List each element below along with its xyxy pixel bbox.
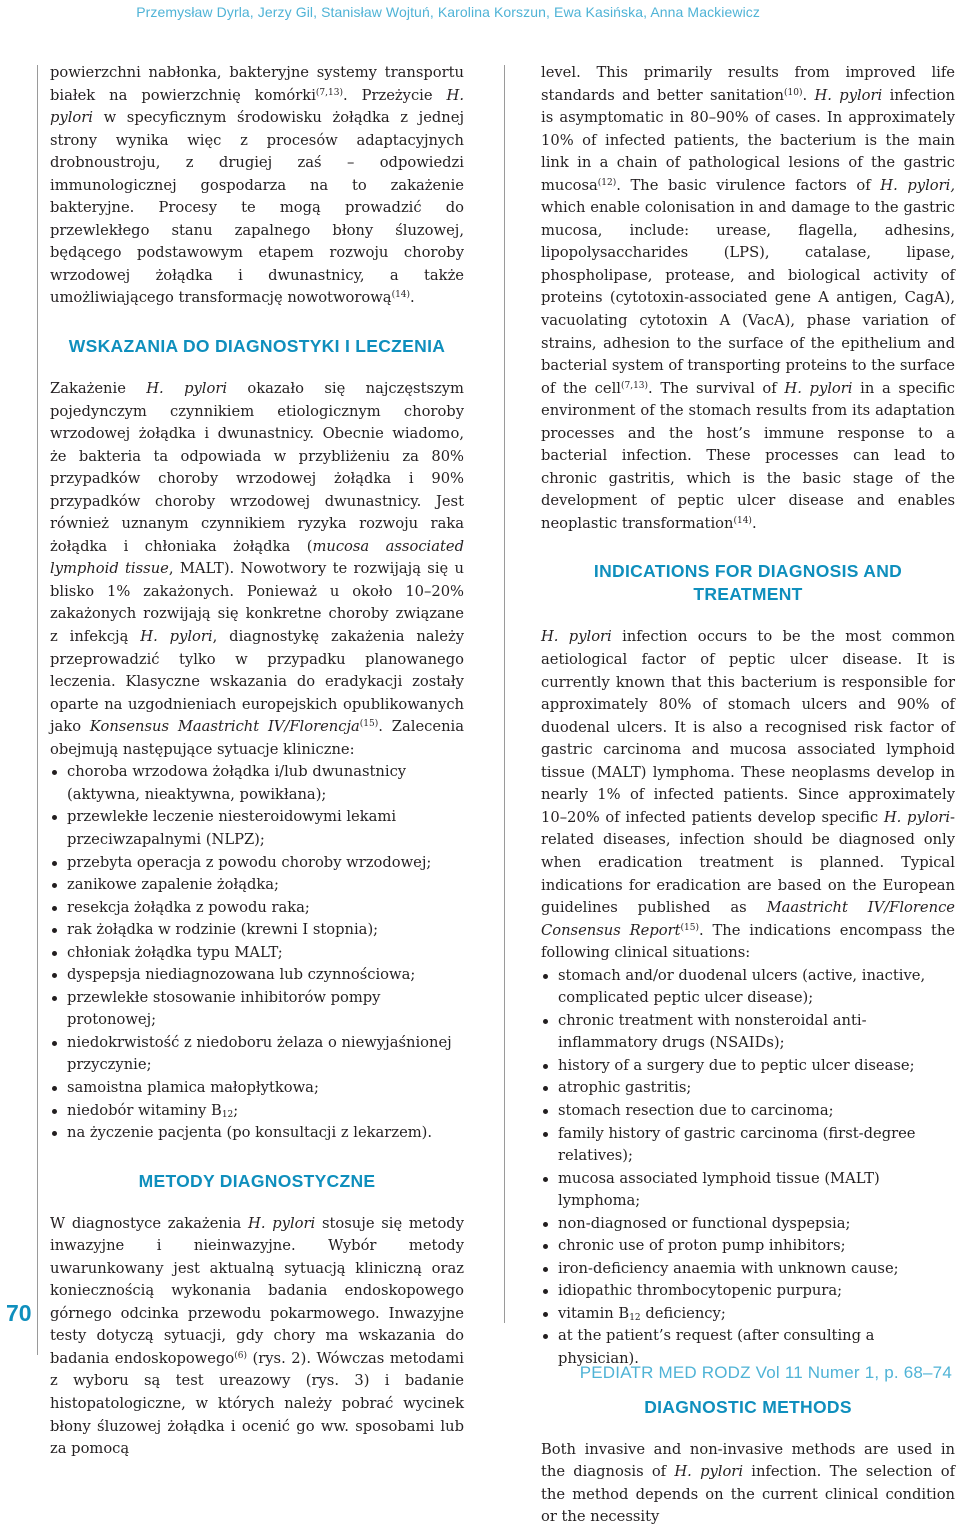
- list-item: chronic treatment with nonsteroidal anti-inflammatory drugs (NSAIDs);: [541, 1010, 955, 1055]
- column-divider-rule: [504, 65, 505, 1323]
- list-item: dyspepsja niediagnozowana lub czynnościowa;: [50, 964, 464, 987]
- list-item: atrophic gastritis;: [541, 1077, 955, 1100]
- section-heading-methods-en: DIAGNOSTIC METHODS: [644, 1396, 852, 1417]
- left-paragraph-indications: Zakażenie H. pylori okazało się najczęstszym pojedynczym czynnikiem etiologicznym choroby wrzodowej żołądka i dwunastnicy. Obecnie wiadomo, że bakteria ta odpowiada w przybliżeniu za 80% przypadków choroby wrzodowej żołądka i 90% przypadków choroby wrzodowej dwunastnicy. Jest również uznanym czynnikiem ryzyka rozwoju raka żołądka i chłoniaka żołądka (mucosa associated lymphoid tissue, MALT). Nowotwory te rozwijają się u blisko 1% zakażonych. Ponieważ u około 10–20% zakażonych rozwijają się konkretne choroby związane z infekcją H. pylori, diagnostykę zakażenia należy przeprowadzić tylko w przypadku planowanego leczenia. Klasyczne wskazania do eradykacji zostały oparte na uzgodnieniach europejskich opublikowanych jako Konsensus Maastricht IV/Florencja$^{(15)}$. Zalecenia obejmują następujące sytuacje kliniczne:: [50, 380, 464, 758]
- list-item: na życzenie pacjenta (po konsultacji z lekarzem).: [50, 1122, 464, 1145]
- left-column-polish: [50, 62, 464, 1461]
- list-item: at the patient’s request (after consulting a physician).: [541, 1325, 955, 1370]
- list-item: non-diagnosed or functional dyspepsia;: [541, 1213, 955, 1236]
- page-number: 70: [6, 1300, 32, 1326]
- list-item: stomach and/or duodenal ulcers (active, inactive, complicated peptic ulcer disease);: [541, 965, 955, 1010]
- list-item: stomach resection due to carcinoma;: [541, 1100, 955, 1123]
- right-column-english: [541, 62, 955, 1529]
- list-item: przewlekłe stosowanie inhibitorów pompy protonowej;: [50, 987, 464, 1032]
- left-paragraph-methods: W diagnostyce zakażenia H. pylori stosuje się metody inwazyjne i nieinwazyjne. Wybór metody uwarunkowany jest aktualną sytuacją kliniczną oraz koniecznością wykonania badania endoskopowego górnego odcinka przewodu pokarmowego. Inwazyjne testy dotyczą sytuacji, gdy chory ma wskazania do badania endoskopowego$^{(6)}$ (rys. 2). Wówczas metodami z wyboru są test ureazowy (rys. 3) i badanie histopatologiczne, w których należy pobrać wycinek błony śluzowej żołądka i ocenić go ww. sposobami lub za pomocą: [50, 1214, 464, 1458]
- right-paragraph-methods: Both invasive and non-invasive methods are used in the diagnosis of H. pylori infection. The selection of the method depends on the current clinical condition or the necessity: [541, 1440, 956, 1526]
- list-item: mucosa associated lymphoid tissue (MALT) lymphoma;: [541, 1168, 955, 1213]
- list-item: choroba wrzodowa żołądka i/lub dwunastnicy (aktywna, nieaktywna, powikłana);: [50, 761, 464, 806]
- section-heading-indications-pl: WSKAZANIA DO DIAGNOSTYKI I LECZENIA: [68, 336, 446, 357]
- list-item: przebyta operacja z powodu choroby wrzodowej;: [50, 852, 464, 875]
- list-item: resekcja żołądka z powodu raka;: [50, 897, 464, 920]
- list-item: rak żołądka w rodzinie (krewni I stopnia);: [50, 919, 464, 942]
- list-item: idiopathic thrombocytopenic purpura;: [541, 1280, 955, 1303]
- list-item: przewlekłe leczenie niesteroidowymi lekami przeciwzapalnymi (NLPZ);: [50, 806, 464, 851]
- right-indications-list: [541, 965, 955, 1371]
- list-item: family history of gastric carcinoma (first-degree relatives);: [541, 1123, 955, 1168]
- list-item: history of a surgery due to peptic ulcer disease;: [541, 1055, 955, 1078]
- running-footer-journal: PEDIATR MED RODZ Vol 11 Numer 1, p. 68–74: [579, 1363, 952, 1382]
- list-item: niedobór witaminy $B_{12}$;: [50, 1100, 464, 1123]
- list-item: niedokrwistość z niedoboru żelaza o niewyjaśnionej przyczynie;: [50, 1032, 464, 1077]
- section-heading-indications-en: INDICATIONS FOR DIAGNOSIS AND TREATMENT: [593, 561, 903, 605]
- list-item: chronic use of proton pump inhibitors;: [541, 1235, 955, 1258]
- running-header-authors: Przemysław Dyrla, Jerzy Gil, Stanisław Wojtuń, Karolina Korszun, Ewa Kasińska, Anna Mackiewicz: [136, 4, 760, 20]
- left-indications-list: [50, 761, 464, 1144]
- right-paragraph-intro: level. This primarily results from improved life standards and better sanitation$^{(10)}$. H. pylori infection is asymptomatic in 80–90% of cases. In approximately 10% of infected patients, the bacterium is the main link in a chain of pathological lesions of the gastric mucosa$^{(12)}$. The basic virulence factors of H. pylori, which enable colonisation in and damage to the gastric mucosa, include: urease, flagella, adhesins, lipopolysaccharides (LPS), catalase, lipase, phospholipase, protease, and biological activity of proteins (cytotoxin-associated gene A antigen, CagA), vacuolating cytotoxin A (VacA), phase variation of strains, adhesion to the surface of the epithelium and bacterial system of transporting proteins to the surface of the cell$^{(7,13)}$. The survival of H. pylori in a specific environment of the stomach results from its adaptation processes and the host’s immune response to a bacterial infection. These processes can lead to chronic gastritis, which is the basic stage of the development of peptic ulcer disease and enables neoplastic transformation$^{(14)}$.: [541, 64, 955, 532]
- section-heading-methods-pl: METODY DIAGNOSTYCZNE: [138, 1170, 376, 1191]
- left-margin-rule: [37, 65, 38, 1355]
- list-item: vitamin $B_{12}$ deficiency;: [541, 1303, 955, 1326]
- list-item: iron-deficiency anaemia with unknown cause;: [541, 1258, 955, 1281]
- left-paragraph-intro: powierzchni nabłonka, bakteryjne systemy transportu białek na powierzchnię komórki$^{(7,13)}$. Przeżycie H. pylori w specyficznym środowisku żołądka z jednej strony wynika więc z procesów adaptacyjnych drobnoustroju, z drugiej zaś – odpowiedzi immunologicznej gospodarza na to zakażenie bakteryjne. Procesy te mogą prowadzić do przewlekłego stanu zapalnego błony śluzowej, będącego podstawowym etapem rozwoju choroby wrzodowej żołądka i dwunastnicy, a także umożliwiającego transformację nowotworową$^{(14)}$.: [50, 64, 465, 307]
- right-paragraph-indications: H. pylori infection occurs to be the most common aetiological factor of peptic ulcer disease. It is currently known that this bacterium is responsible for approximately 80% of stomach ulcers and 90% of duodenal ulcers. It is also a recognised risk factor of gastric carcinoma and mucosa associated lymphoid tissue (MALT) lymphoma. These neoplasms develop in nearly 1% of infected patients. Since approximately 10–20% of infected patients develop specific H. pylori-related diseases, infection should be diagnosed only when eradication treatment is planned. Typical indications for eradication are based on the European guidelines published as Maastricht IV/Florence Consensus Report$^{(15)}$. The indications encompass the following clinical situations:: [541, 628, 956, 962]
- list-item: chłoniak żołądka typu MALT;: [50, 942, 464, 965]
- list-item: samoistna plamica małopłytkowa;: [50, 1077, 464, 1100]
- list-item: zanikowe zapalenie żołądka;: [50, 874, 464, 897]
